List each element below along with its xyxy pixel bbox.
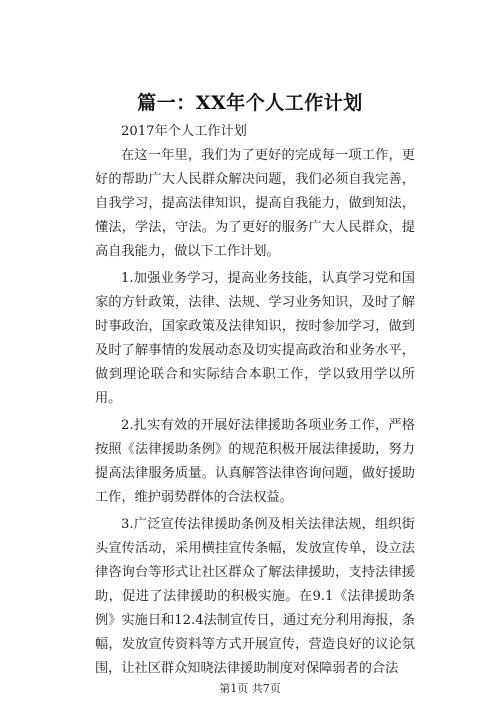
page-footer: 第1页 共7页 [219, 682, 281, 695]
document-title: 篇一：XX年个人工作计划 [137, 92, 363, 114]
paragraph-item-1: 1.加强业务学习，提高业务技能，认真学习党和国家的方针政策，法律、法规、学习业务知识，及时了解时事政治，国家政策及法律知识，按时参加学习，做到及时了解事情的发展动态及切实提高政治和业务水平，做到理论联合和实际结合本职工作，学以致用学以所用。 [95, 271, 415, 406]
paragraph-item-3: 3.广泛宣传法律援助条例及相关法律法规，组织街头宣传活动，采用横挂宣传条幅，发放宣传单，设立法律咨询台等形式让社区群众了解法律援助，支持法律援助，促进了法律援助的积极实施。在9.1《法律援助条例》实施日和12.4法制宣传日，通过充分利用海报，条幅，发放宣传资料等方式开展宣传，营造良好的议论氛围，让社区群众知晓法律援助制度对保障弱者的合法 [95, 517, 415, 676]
paragraph-item-2: 2.扎实有效的开展好法律援助各项业务工作，严格按照《法律援助条例》的规范积极开展法律援助，努力提高法律服务质量。认真解答法律咨询问题，做好援助工作，维护弱势群体的合法权益。 [95, 418, 415, 505]
document-subtitle: 2017年个人工作计划 [121, 124, 247, 139]
paragraph-intro: 在这一年里，我们为了更好的完成每一项工作，更好的帮助广大人民群众解决问题，我们必须自我完善，自我学习，提高法律知识，提高自我能力，做到知法，懂法，学法，守法。为了更好的服务广大人民群众，提高自我能力，做以下工作计划。 [95, 148, 415, 259]
document-body [95, 120, 415, 684]
